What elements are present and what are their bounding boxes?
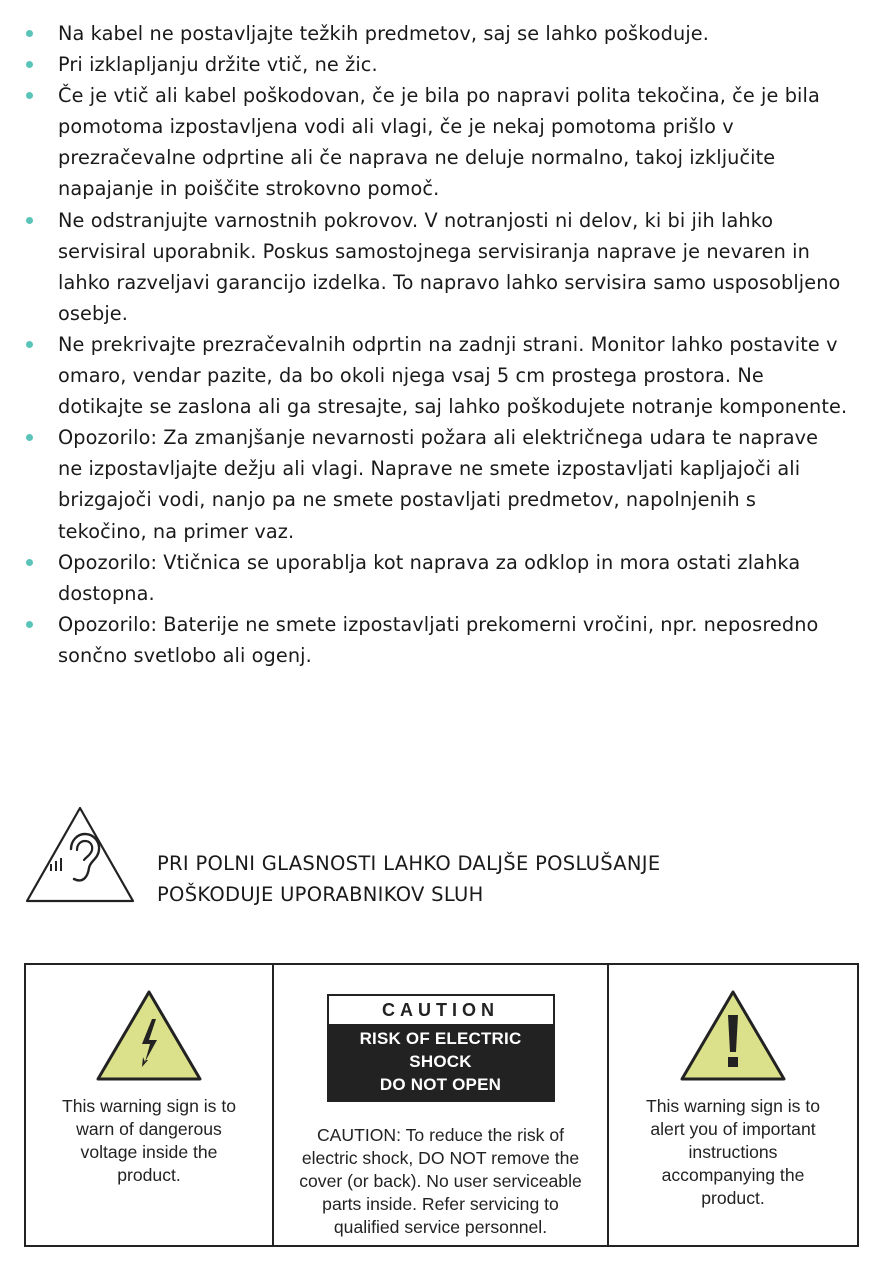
list-item xyxy=(0,329,872,422)
bullet-text: Če je vtič ali kabel poškodovan, če je bila po napravi polita tekočina, če je bila pomotoma izpostavljena vodi ali vlagi, če je nekaj pomotoma prišlo v prezračevalne odprtine ali če naprava ne deluje normalno, takoj izključite napajanje in poiščite strokovno pomoč. xyxy=(58,84,820,201)
warning-signs-table xyxy=(24,963,859,1247)
caution-label-cell xyxy=(273,964,608,1246)
list-item xyxy=(0,547,872,609)
bullet-dot-icon xyxy=(26,30,33,37)
list-item xyxy=(0,609,872,671)
caution-caption: CAUTION: To reduce the risk of electric shock, DO NOT remove the cover (or back). No user serviceable parts inside. Refer servicing to qualified service personnel. xyxy=(299,1125,582,1237)
bullet-dot-icon xyxy=(26,217,33,224)
caution-label xyxy=(327,994,555,1102)
hearing-warning-text xyxy=(157,848,660,910)
bullet-text: Ne odstranjujte varnostnih pokrovov. V notranjosti ni delov, ki bi jih lahko servisiral uporabnik. Poskus samostojnega servisiranja naprave je nevaren in lahko razveljavi garancijo izdelka. To napravo lahko servisira samo usposobljeno osebje. xyxy=(58,208,841,325)
bullet-dot-icon xyxy=(26,341,33,348)
lightning-warning-icon xyxy=(95,989,203,1083)
caution-label-title: CAUTION xyxy=(329,996,553,1024)
bullet-dot-icon xyxy=(26,92,33,99)
list-item xyxy=(0,80,872,204)
bullet-dot-icon xyxy=(26,434,33,441)
exclamation-warning-icon xyxy=(679,989,787,1083)
caution-label-body xyxy=(329,1024,553,1100)
list-item xyxy=(0,18,872,49)
bullet-text: Opozorilo: Vtičnica se uporablja kot naprava za odklop in mora ostati zlahka dostopna. xyxy=(58,550,801,605)
safety-bullet-list xyxy=(0,18,872,671)
hearing-warning-line-1: PRI POLNI GLASNOSTI LAHKO DALJŠE POSLUŠANJE xyxy=(157,852,661,875)
bullet-text: Pri izklapljanju držite vtič, ne žic. xyxy=(58,53,378,77)
bullet-text: Opozorilo: Baterije ne smete izpostavljati prekomerni vročini, npr. neposredno sončno svetlobo ali ogenj. xyxy=(58,612,819,667)
hearing-damage-warning-icon xyxy=(24,805,136,905)
hearing-warning-line-2: POŠKODUJE UPORABNIKOV SLUH xyxy=(157,883,484,906)
hearing-warning xyxy=(24,805,864,905)
instructions-sign-caption: This warning sign is to alert you of important instructions accompanying the product. xyxy=(645,1096,821,1208)
bullet-text: Ne prekrivajte prezračevalnih odprtin na zadnji strani. Monitor lahko postavite v omaro, vendar pazite, da bo okoli njega vsaj 5 cm prostega prostora. Ne dotikajte se zaslona ali ga stresajte, saj lahko poškodujete notranje komponente. xyxy=(58,332,848,419)
bullet-text: Opozorilo: Za zmanjšanje nevarnosti požara ali električnega udara te naprave ne izpostavljajte dežju ali vlagi. Naprave ne smete izpostavljati kapljajoči ali brizgajoči vodi, nanjo pa ne smete postavljati predmetov, napolnjenih s tekočino, na primer vaz. xyxy=(58,426,819,543)
list-item xyxy=(0,49,872,80)
list-item xyxy=(0,422,872,546)
bullet-dot-icon xyxy=(26,559,33,566)
caution-label-line-1: RISK OF ELECTRIC SHOCK xyxy=(359,1029,522,1071)
list-item xyxy=(0,205,872,329)
bullet-text: Na kabel ne postavljajte težkih predmetov, saj se lahko poškoduje. xyxy=(58,22,709,45)
instructions-sign-cell xyxy=(608,964,858,1246)
bullet-dot-icon xyxy=(26,61,33,68)
caution-label-line-2: DO NOT OPEN xyxy=(379,1075,502,1094)
bullet-dot-icon xyxy=(26,621,33,628)
voltage-sign-caption: This warning sign is to warn of dangerous voltage inside the product. xyxy=(61,1096,237,1185)
voltage-sign-cell xyxy=(25,964,273,1246)
